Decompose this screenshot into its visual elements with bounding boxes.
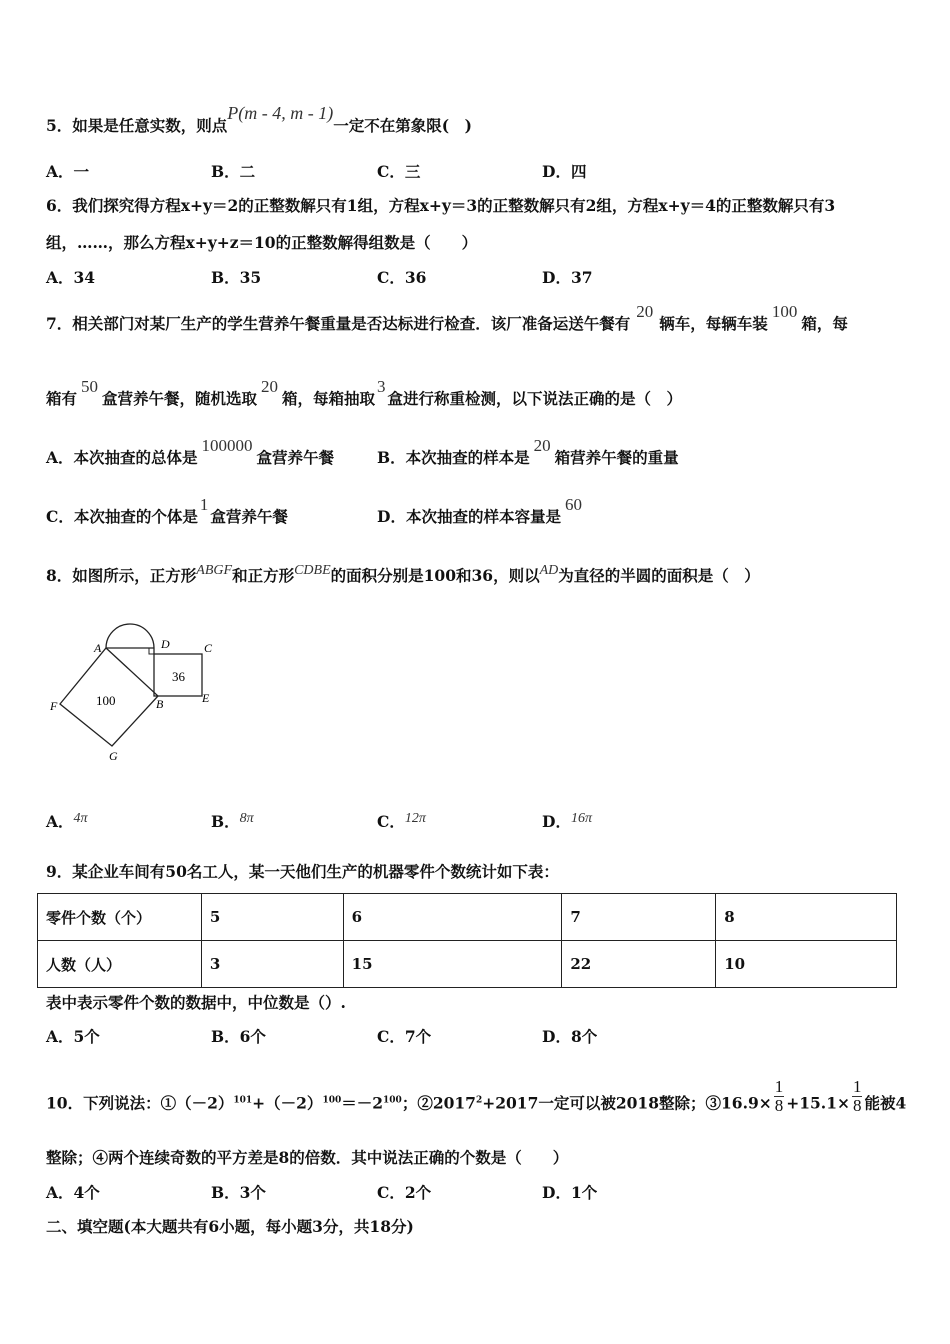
label-c: C: [204, 641, 213, 655]
q9-option-a: A．5个: [46, 1027, 100, 1046]
q10-option-c: C．2个: [377, 1183, 432, 1202]
table-cell: 3: [201, 941, 343, 988]
q5-option-a: A．一: [46, 162, 90, 181]
q6-option-a: A．34: [46, 268, 96, 287]
q8-option-c: C．12π: [377, 811, 426, 831]
q9-option-b: B．6个: [211, 1027, 266, 1046]
q8-stem: 8．如图所示，正方形ABGF和正方形CDBE的面积分别是100和36，则以AD为直径的半圆的面积是（ ）: [46, 563, 760, 585]
label-g: G: [109, 749, 118, 763]
table-cell: 6: [343, 894, 562, 941]
q7-option-a: A．本次抽查的总体是100000盒营养午餐: [46, 436, 335, 467]
q10-line2: 整除；④两个连续奇数的平方差是8的倍数．其中说法正确的个数是（ ）: [46, 1148, 569, 1167]
q7-line1: 7．相关部门对某厂生产的学生营养午餐重量是否达标进行检查．该厂准备运送午餐有20辆车，每辆车装100箱，每: [46, 302, 848, 333]
section-two-heading: 二、填空题(本大题共有6小题，每小题3分，共18分): [46, 1217, 414, 1236]
q6-line1: 6．我们探究得方程x+y＝2的正整数解只有1组，方程x+y＝3的正整数解只有2组，方程x+y＝4的正整数解只有3: [46, 196, 836, 215]
q7-option-b: B．本次抽查的样本是20箱营养午餐的重量: [377, 436, 679, 467]
q6-option-d: D．37: [542, 268, 593, 287]
right-angle-mark: [149, 648, 154, 654]
table-cell: 10: [716, 941, 897, 988]
label-e: E: [202, 691, 210, 705]
q10-option-a: A．4个: [46, 1183, 100, 1202]
label-b: B: [156, 697, 164, 711]
table-cell: 5: [201, 894, 343, 941]
q10-option-b: B．3个: [211, 1183, 266, 1202]
q5-stem: 5．如果是任意实数，则点P(m - 4, m - 1)一定不在第象限( ): [46, 103, 472, 135]
q10-line1: 10．下列说法：$①(-2)^{101}+(-2)^{100}=-2^{100}$；$②2017^2+2017$一定可以被2018整除；③16.9× $\frac{1}{8}$ +15.1× $\frac{1}{8}$ 能被4: [46, 1077, 907, 1115]
q5-option-c: C．三: [377, 162, 421, 181]
table-cell: 8: [716, 894, 897, 941]
q10-option-d: D．1个: [542, 1183, 598, 1202]
fraction-one-eighth: $\frac{1}{8}$: [852, 1077, 862, 1115]
q7-line2: 箱有50盒营养午餐，随机选取20箱，每箱抽取3盒进行称重检测，以下说法正确的是（ ）: [46, 377, 683, 408]
table-row: [38, 894, 897, 941]
q5-option-d: D．四: [542, 162, 587, 181]
q7-option-d: D．本次抽查的样本容量是60: [377, 495, 582, 526]
q9-after-text: 表中表示零件个数的数据中，中位数是（）.: [46, 993, 346, 1012]
label-d: D: [161, 637, 170, 651]
q8-option-a: A．4π: [46, 811, 88, 831]
table-cell: 人数（人）: [38, 941, 202, 988]
q8-option-b: B．8π: [211, 811, 254, 831]
q6-line2: 组，……，那么方程x+y+z＝10的正整数解得组数是（ ）: [46, 233, 478, 252]
q8-option-d: D．16π: [542, 811, 592, 831]
table-cell: 零件个数（个）: [38, 894, 202, 941]
label-f: F: [50, 699, 58, 713]
q9-option-d: D．8个: [542, 1027, 598, 1046]
semicircle-ad: [106, 624, 154, 648]
q5-point-expression: P(m - 4, m - 1): [227, 103, 334, 123]
q9-option-c: C．7个: [377, 1027, 432, 1046]
q8-geometry-figure: [46, 618, 226, 768]
table-cell: 15: [343, 941, 562, 988]
small-square-area: 36: [172, 669, 185, 684]
table-cell: 22: [562, 941, 716, 988]
label-a: A: [94, 641, 102, 655]
q9-table: [37, 893, 897, 988]
q6-option-b: B．35: [211, 268, 262, 287]
q5-option-b: B．二: [211, 162, 256, 181]
q7-option-c: C．本次抽查的个体是1盒营养午餐: [46, 495, 288, 526]
q6-option-c: C．36: [377, 268, 427, 287]
big-square-area: 100: [96, 693, 116, 708]
table-cell: 7: [562, 894, 716, 941]
fraction-one-eighth: $\frac{1}{8}$: [774, 1077, 784, 1115]
table-row: [38, 941, 897, 988]
q9-stem: 9．某企业车间有50名工人，某一天他们生产的机器零件个数统计如下表：: [46, 862, 559, 881]
